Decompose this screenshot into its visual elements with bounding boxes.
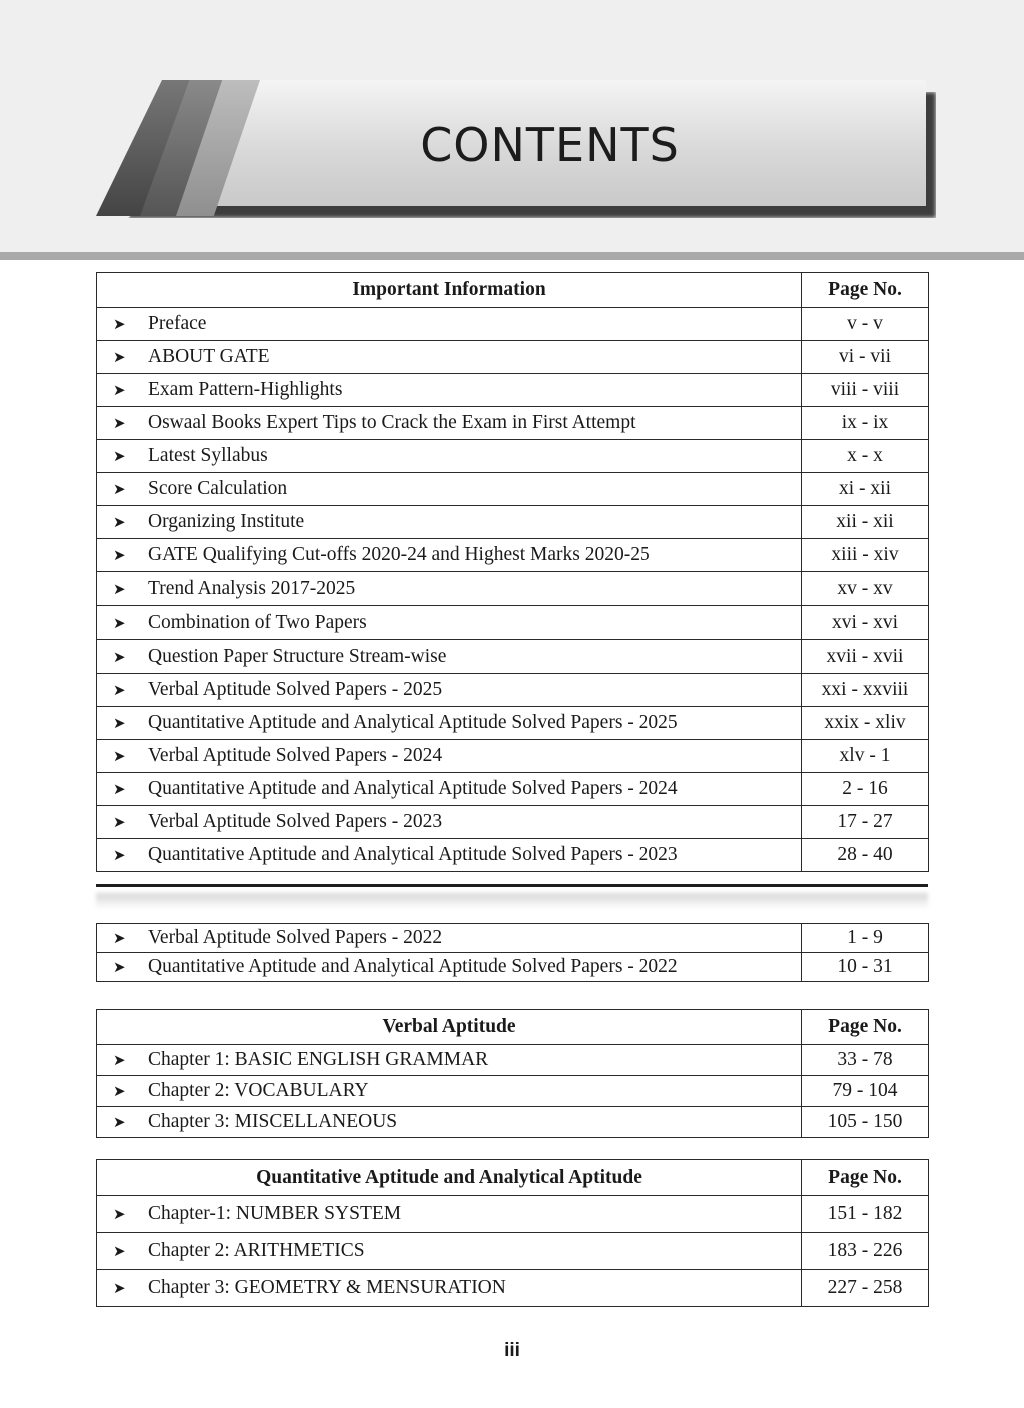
entry-cell <box>97 640 802 674</box>
page-range: xxi - xxviii <box>802 674 929 707</box>
table-row <box>97 1196 929 1233</box>
page-range: xlv - 1 <box>802 740 929 773</box>
quantitative-aptitude-table <box>96 1159 929 1307</box>
table-row <box>97 506 929 539</box>
page-range: 17 - 27 <box>802 806 929 839</box>
arrowhead-bullet-icon: ➤ <box>113 846 126 864</box>
table-row <box>97 308 929 341</box>
entry-label: Question Paper Structure Stream-wise <box>148 645 447 667</box>
table-row <box>97 839 929 872</box>
entry-label: ABOUT GATE <box>148 346 270 367</box>
arrowhead-bullet-icon: ➤ <box>113 480 126 498</box>
entry-label: Exam Pattern-Highlights <box>148 379 343 400</box>
arrowhead-bullet-icon: ➤ <box>113 1242 126 1260</box>
table-row <box>97 473 929 506</box>
entry-cell <box>97 440 802 473</box>
arrowhead-bullet-icon: ➤ <box>113 813 126 831</box>
arrowhead-bullet-icon: ➤ <box>113 1082 126 1100</box>
arrowhead-bullet-icon: ➤ <box>113 447 126 465</box>
arrowhead-bullet-icon: ➤ <box>113 647 126 666</box>
entry-cell <box>97 924 802 953</box>
entry-cell <box>97 839 802 872</box>
entry-label: Chapter 1: BASIC ENGLISH GRAMMAR <box>148 1049 489 1070</box>
page-range: 33 - 78 <box>802 1045 929 1076</box>
entry-cell <box>97 506 802 539</box>
page-range: 151 - 182 <box>802 1196 929 1233</box>
arrowhead-bullet-icon: ➤ <box>113 513 126 531</box>
entry-cell <box>97 572 802 606</box>
table-row <box>97 806 929 839</box>
entry-label: GATE Qualifying Cut-offs 2020-24 and Highest Marks 2020-25 <box>148 544 650 565</box>
entry-cell <box>97 1107 802 1138</box>
table-heading: Important Information <box>97 273 802 308</box>
important-information-table <box>96 272 929 872</box>
page-range: vi - vii <box>802 341 929 374</box>
entry-cell <box>97 1196 802 1233</box>
page-range: 227 - 258 <box>802 1270 929 1307</box>
arrowhead-bullet-icon: ➤ <box>113 579 126 598</box>
page-range: 28 - 40 <box>802 839 929 872</box>
entry-label: Quantitative Aptitude and Analytical Aptitude Solved Papers - 2025 <box>148 712 678 733</box>
table-row <box>97 1233 929 1270</box>
page-no-heading: Page No. <box>802 1160 929 1196</box>
arrowhead-bullet-icon: ➤ <box>113 929 126 947</box>
table-row <box>97 539 929 572</box>
entry-cell <box>97 1233 802 1270</box>
entry-cell <box>97 374 802 407</box>
verbal-aptitude-table <box>96 1009 929 1138</box>
entry-cell <box>97 606 802 640</box>
page-range: 79 - 104 <box>802 1076 929 1107</box>
table-row <box>97 674 929 707</box>
page-range: xiii - xiv <box>802 539 929 572</box>
page-range: 183 - 226 <box>802 1233 929 1270</box>
page-range: 10 - 31 <box>802 953 929 982</box>
page-title: CONTENTS <box>420 118 680 172</box>
entry-label: Chapter 2: VOCABULARY <box>148 1080 369 1101</box>
page-range: xii - xii <box>802 506 929 539</box>
entry-label: Quantitative Aptitude and Analytical Aptitude Solved Papers - 2024 <box>148 778 678 799</box>
entry-label: Trend Analysis 2017-2025 <box>148 577 356 599</box>
entry-label: Combination of Two Papers <box>148 611 367 633</box>
entry-cell <box>97 773 802 806</box>
table-row <box>97 341 929 374</box>
entry-label: Latest Syllabus <box>148 445 268 466</box>
entry-label: Verbal Aptitude Solved Papers - 2023 <box>148 811 443 832</box>
entry-cell <box>97 539 802 572</box>
entry-label: Chapter 3: GEOMETRY & MENSURATION <box>148 1277 506 1298</box>
table-row <box>97 606 929 640</box>
page-no-heading: Page No. <box>802 1010 929 1045</box>
arrowhead-bullet-icon: ➤ <box>113 315 126 333</box>
arrowhead-bullet-icon: ➤ <box>113 958 126 976</box>
table-row <box>97 374 929 407</box>
table-row <box>97 953 929 982</box>
page-range: 2 - 16 <box>802 773 929 806</box>
entry-cell <box>97 740 802 773</box>
arrowhead-bullet-icon: ➤ <box>113 1205 126 1223</box>
entry-label: Oswaal Books Expert Tips to Crack the Exam in First Attempt <box>148 412 636 433</box>
entry-label: Chapter 3: MISCELLANEOUS <box>148 1111 398 1132</box>
table-row <box>97 707 929 740</box>
table-row <box>97 773 929 806</box>
entry-label: Quantitative Aptitude and Analytical Aptitude Solved Papers - 2022 <box>148 956 678 977</box>
table-heading: Verbal Aptitude <box>97 1010 802 1045</box>
table-heading: Quantitative Aptitude and Analytical Aptitude <box>97 1160 802 1196</box>
section-divider <box>96 884 928 887</box>
page-range: xi - xii <box>802 473 929 506</box>
entry-label: Verbal Aptitude Solved Papers - 2022 <box>148 927 443 948</box>
entry-cell <box>97 341 802 374</box>
page-range: xvi - xvi <box>802 606 929 640</box>
solved-papers-2022-table <box>96 923 929 982</box>
arrowhead-bullet-icon: ➤ <box>113 747 126 765</box>
arrowhead-bullet-icon: ➤ <box>113 1279 126 1297</box>
page-range: 105 - 150 <box>802 1107 929 1138</box>
arrowhead-bullet-icon: ➤ <box>113 1051 126 1069</box>
page-range: ix - ix <box>802 407 929 440</box>
table-row <box>97 407 929 440</box>
page-range: viii - viii <box>802 374 929 407</box>
arrowhead-bullet-icon: ➤ <box>113 414 126 432</box>
table-row <box>97 1076 929 1107</box>
arrowhead-bullet-icon: ➤ <box>113 348 126 366</box>
arrowhead-bullet-icon: ➤ <box>113 681 126 699</box>
table-row <box>97 572 929 606</box>
entry-label: Organizing Institute <box>148 511 305 532</box>
table-row <box>97 924 929 953</box>
table-row <box>97 640 929 674</box>
entry-cell <box>97 407 802 440</box>
arrowhead-bullet-icon: ➤ <box>113 714 126 732</box>
entry-label: Verbal Aptitude Solved Papers - 2025 <box>148 679 443 700</box>
entry-label: Score Calculation <box>148 478 288 499</box>
page-range: 1 - 9 <box>802 924 929 953</box>
arrowhead-bullet-icon: ➤ <box>113 1113 126 1131</box>
entry-cell <box>97 1045 802 1076</box>
entry-cell <box>97 806 802 839</box>
entry-label: Preface <box>148 313 207 334</box>
table-row <box>97 1107 929 1138</box>
arrowhead-bullet-icon: ➤ <box>113 780 126 798</box>
divider-shadow <box>96 893 928 909</box>
entry-label: Chapter 2: ARITHMETICS <box>148 1240 365 1261</box>
table-row <box>97 740 929 773</box>
entry-cell <box>97 1076 802 1107</box>
entry-cell <box>97 473 802 506</box>
page-range: xvii - xvii <box>802 640 929 674</box>
entry-label: Quantitative Aptitude and Analytical Aptitude Solved Papers - 2023 <box>148 844 678 865</box>
entry-label: Verbal Aptitude Solved Papers - 2024 <box>148 745 443 766</box>
header-rule <box>0 252 1024 260</box>
entry-cell <box>97 707 802 740</box>
entry-cell <box>97 1270 802 1307</box>
page-range: v - v <box>802 308 929 341</box>
entry-cell <box>97 953 802 982</box>
arrowhead-bullet-icon: ➤ <box>113 613 126 632</box>
arrowhead-bullet-icon: ➤ <box>113 381 126 399</box>
page-number: iii <box>504 1340 520 1361</box>
arrowhead-bullet-icon: ➤ <box>113 546 126 564</box>
page-range: xxix - xliv <box>802 707 929 740</box>
page-no-heading: Page No. <box>802 273 929 308</box>
entry-cell <box>97 674 802 707</box>
table-row <box>97 1045 929 1076</box>
table-row <box>97 440 929 473</box>
entry-label: Chapter-1: NUMBER SYSTEM <box>148 1203 402 1224</box>
table-row <box>97 1270 929 1307</box>
entry-cell <box>97 308 802 341</box>
page-range: xv - xv <box>802 572 929 606</box>
page-range: x - x <box>802 440 929 473</box>
